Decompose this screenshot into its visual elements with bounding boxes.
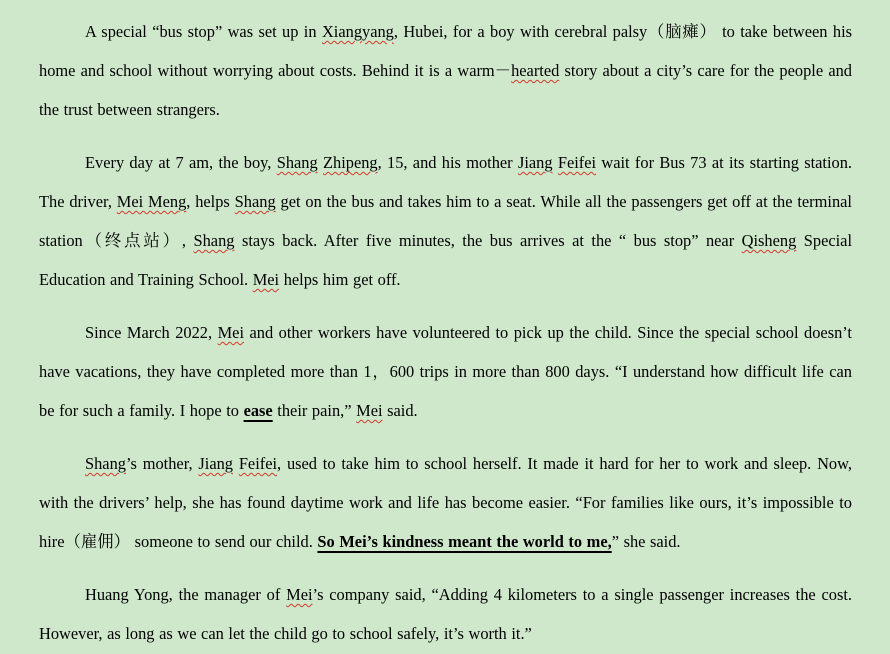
spellcheck-flagged-word: Shang bbox=[234, 192, 276, 211]
text-run: ” she said. bbox=[611, 532, 681, 551]
text-run: A special “bus stop” was set up in bbox=[85, 22, 322, 41]
spellcheck-flagged-word: Feifei bbox=[238, 454, 278, 473]
spellcheck-flagged-word: Shang bbox=[193, 231, 235, 250]
text-run: story about a city’s care for the people and the trust between strangers. bbox=[39, 61, 852, 119]
text-run: their pain,” bbox=[272, 401, 357, 420]
text-run: and other workers have volunteered to pick up the child. Since the special school doesn’t have vacations, they have completed more than 1，600 trips in more than 800 days. “I understand how difficult life can be for such a family. I hope to bbox=[39, 323, 852, 420]
text-run: Special Education and Training School. bbox=[39, 231, 852, 289]
text-run: Since March 2022, bbox=[85, 323, 218, 342]
spellcheck-flagged-word: Shang bbox=[276, 153, 318, 172]
text-run: , Hubei, for a boy with cerebral palsy（脑瘫） to take between his home and school without worrying about costs. Behind it is a warm－ bbox=[39, 22, 853, 80]
paragraph-2 bbox=[39, 143, 852, 299]
spellcheck-flagged-word: Mei Meng bbox=[116, 192, 187, 211]
text-run: ’s company said, “Adding 4 kilometers to a single passenger increases the cost. However, as long as we can let the child go to school safely, it’s worth it.” bbox=[39, 585, 852, 643]
spellcheck-flagged-word: Shang bbox=[85, 454, 126, 473]
spellcheck-flagged-word: Mei bbox=[286, 585, 313, 604]
text-run: ’s mother, bbox=[125, 454, 199, 473]
text-run: said. bbox=[382, 401, 418, 420]
text-run: helps him get off. bbox=[279, 270, 401, 289]
emphasized-phrase: ease bbox=[243, 401, 273, 420]
spellcheck-flagged-word: Jiang bbox=[517, 153, 553, 172]
spellcheck-flagged-word: Xiangyang bbox=[321, 22, 394, 41]
text-run: Every day at 7 am, the boy, bbox=[85, 153, 277, 172]
spellcheck-flagged-word: Feifei bbox=[557, 153, 597, 172]
spellcheck-flagged-word: Mei bbox=[356, 401, 383, 420]
spellcheck-flagged-word: hearted bbox=[511, 61, 560, 80]
text-run: Huang Yong, the manager of bbox=[85, 585, 287, 604]
text-run: , 15, and his mother bbox=[377, 153, 518, 172]
emphasized-phrase: So Mei’s kindness meant the world to me, bbox=[317, 532, 612, 551]
text-run: , helps bbox=[186, 192, 235, 211]
spellcheck-flagged-word: Zhipeng bbox=[323, 153, 378, 172]
text-run: stays back. After five minutes, the bus arrives at the “ bus stop” near bbox=[234, 231, 742, 250]
spellcheck-flagged-word: Mei bbox=[252, 270, 280, 289]
spellcheck-flagged-word: Mei bbox=[217, 323, 244, 342]
paragraph-1 bbox=[39, 12, 852, 129]
text-run: , used to take him to school herself. It made it hard for her to work and sleep. Now, with the drivers’ help, she has found daytime work and life has become easier. “For families like ours, it’s impossible to hire（雇佣） someone to send our child. bbox=[39, 454, 852, 551]
spellcheck-flagged-word: Qisheng bbox=[741, 231, 797, 250]
spellcheck-flagged-word: Jiang bbox=[198, 454, 233, 473]
text-run: wait for Bus 73 at its starting station. The driver, bbox=[39, 153, 853, 211]
paragraph-3 bbox=[39, 313, 852, 430]
text-run: get on the bus and takes him to a seat. While all the passengers get off at the terminal station（终点站）, bbox=[39, 192, 852, 250]
paragraph-4 bbox=[39, 444, 852, 561]
paragraph-5 bbox=[39, 575, 852, 653]
